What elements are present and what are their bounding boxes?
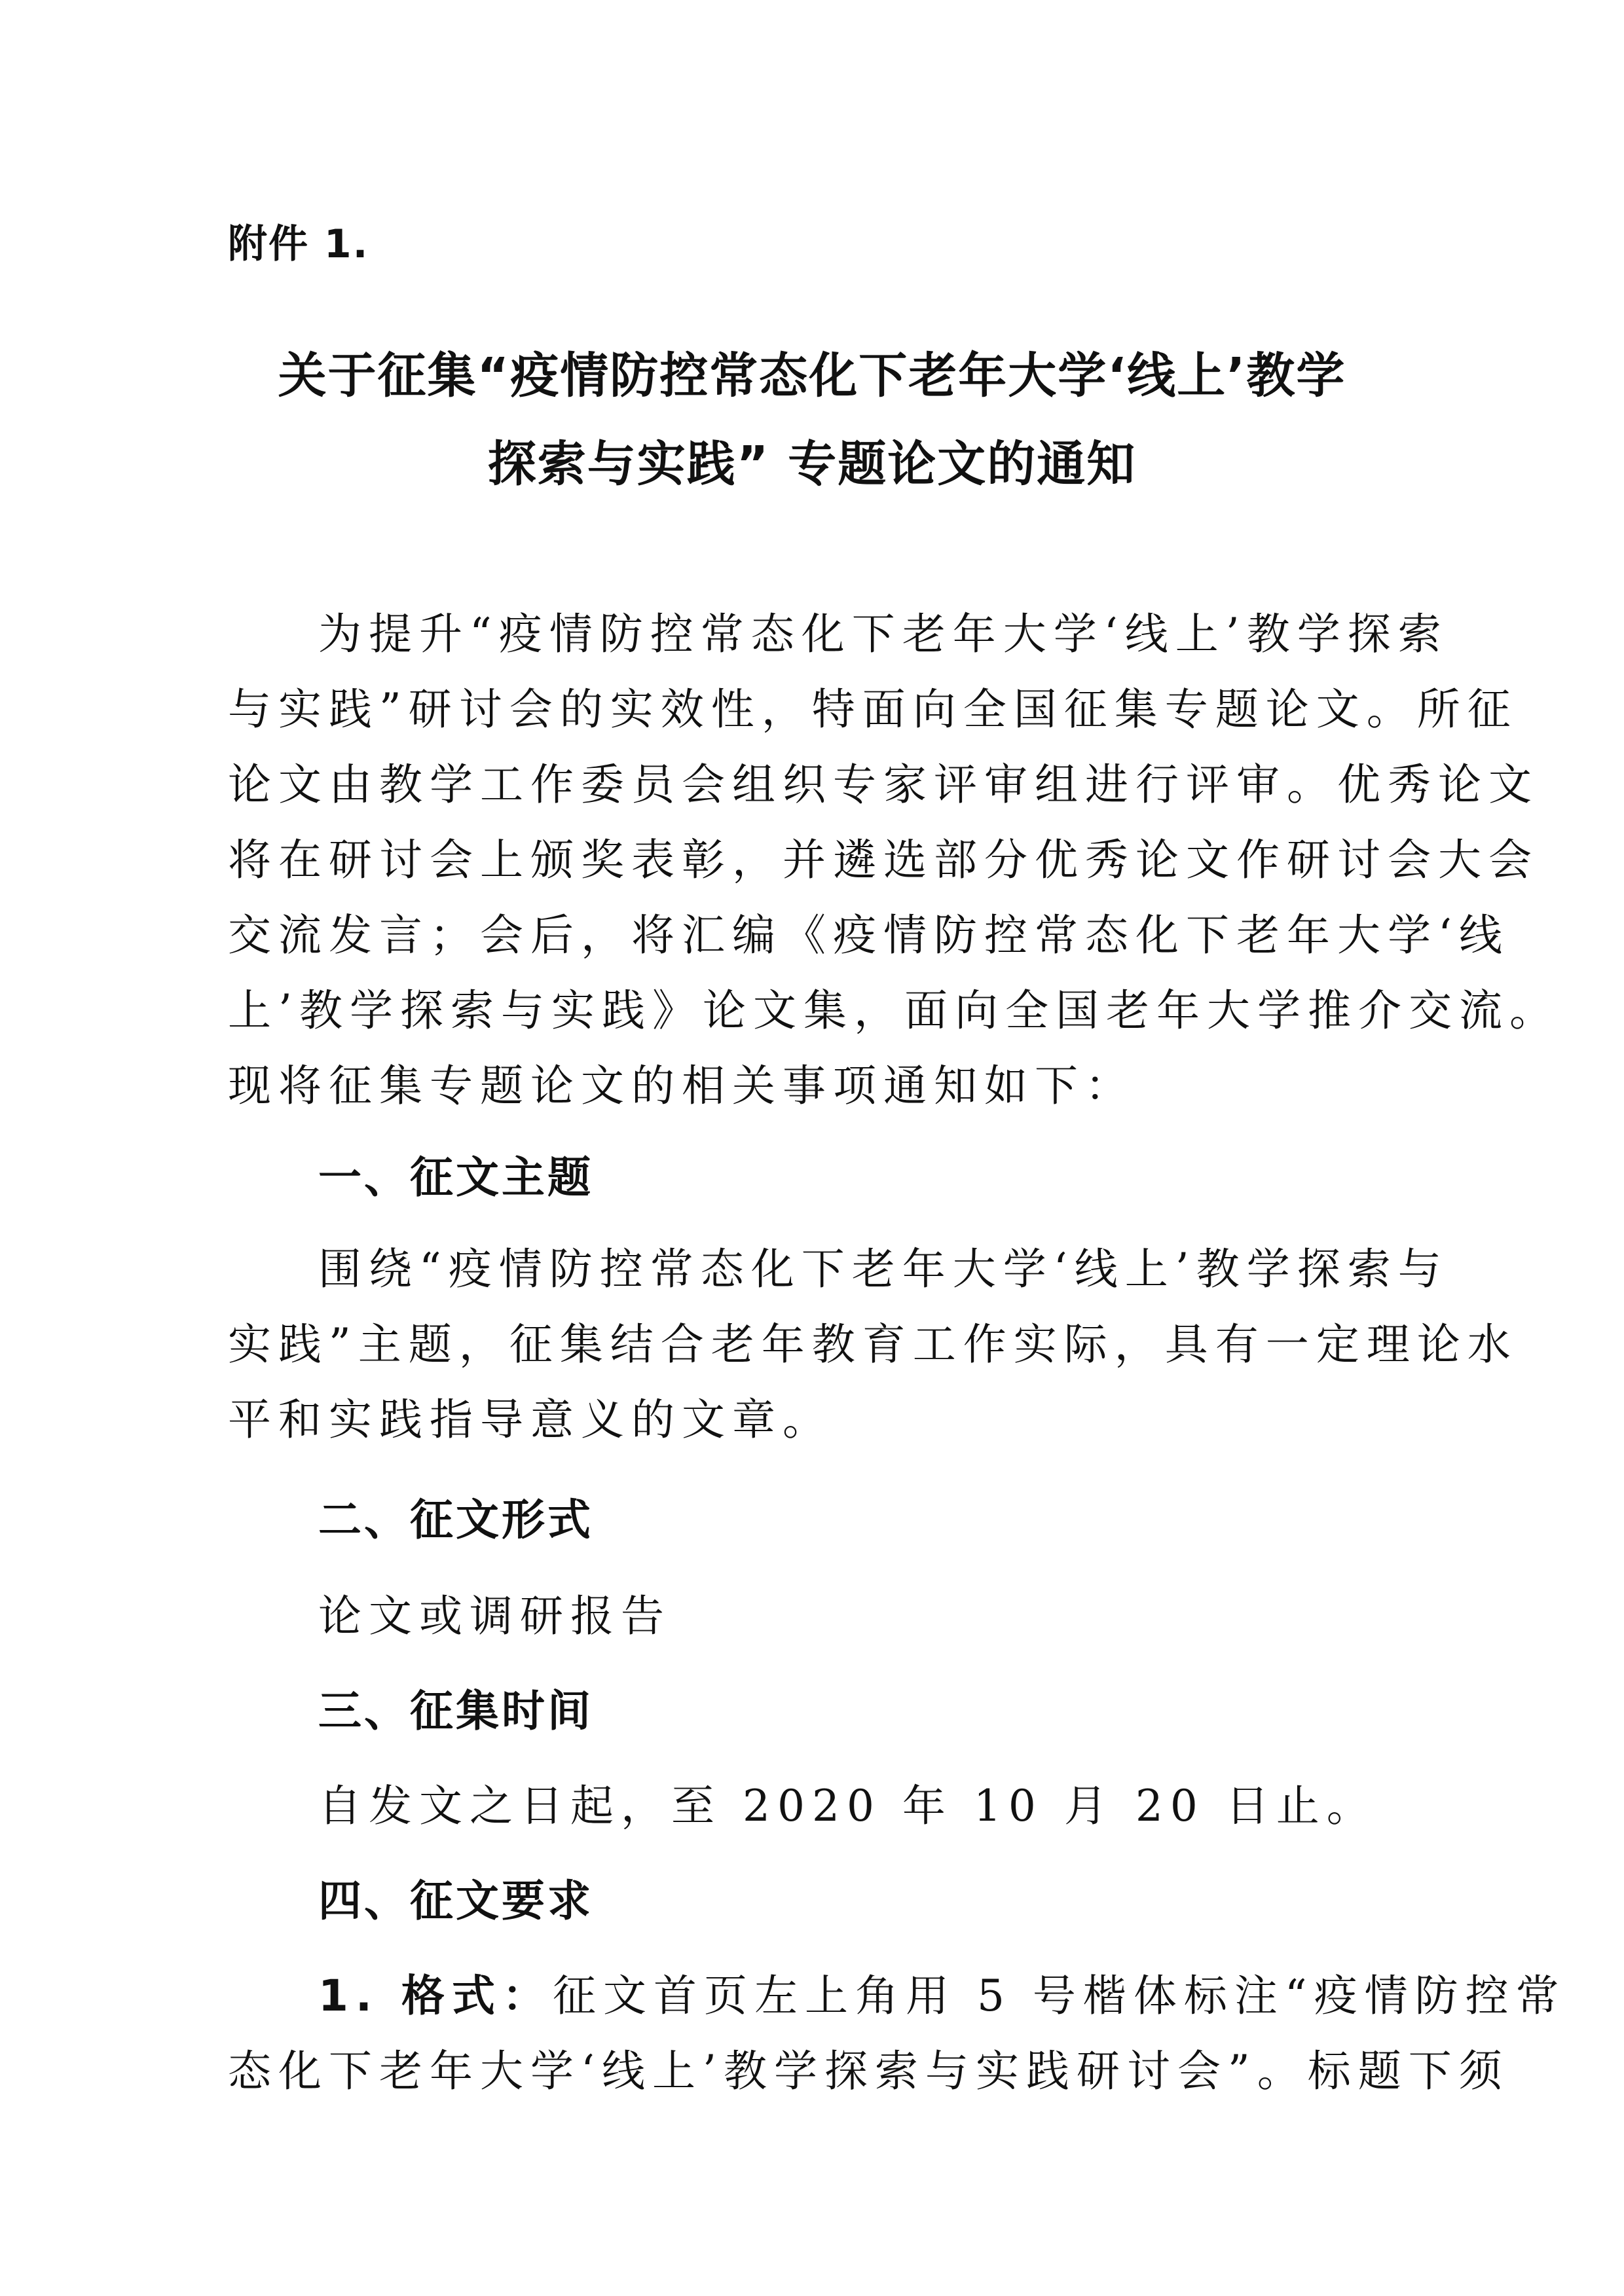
requirement-item-1-continued: 态化下老年大学‘线上’教学探索与实践研讨会”。标题下须 <box>228 2046 1509 2096</box>
intro-line-4: 将在研讨会上颁奖表彰，并遴选部分优秀论文作研讨会大会 <box>228 835 1539 885</box>
theme-line-1: 围绕“疫情防控常态化下老年大学‘线上’教学探索与 <box>318 1244 1449 1294</box>
theme-line-3: 平和实践指导意义的文章。 <box>228 1394 833 1445</box>
requirement-item-1-label: 1. 格式： <box>318 1971 553 2021</box>
section-heading-time: 三、征集时间 <box>318 1686 593 1736</box>
section-heading-requirements: 四、征文要求 <box>318 1876 593 1926</box>
theme-line-2: 实践”主题，征集结合老年教育工作实际，具有一定理论水 <box>228 1319 1518 1370</box>
intro-line-1: 为提升“疫情防控常态化下老年大学‘线上’教学探索 <box>318 609 1449 659</box>
intro-line-7: 现将征集专题论文的相关事项通知如下： <box>228 1061 1135 1111</box>
time-line-1: 自发文之日起，至 2020 年 10 月 20 日止。 <box>318 1781 1377 1831</box>
intro-line-3: 论文由教学工作委员会组织专家评审组进行评审。优秀论文 <box>228 759 1539 810</box>
requirement-item-1-text: 征文首页左上角用 5 号楷体标注“疫情防控常 <box>552 1971 1566 2021</box>
requirement-item-1 <box>318 1961 1566 2023</box>
intro-line-6: 上’教学探索与实践》论文集，面向全国老年大学推介交流。 <box>228 985 1560 1036</box>
intro-line-2: 与实践”研讨会的实效性，特面向全国征集专题论文。所征 <box>228 684 1518 735</box>
section-heading-theme: 一、征文主题 <box>318 1152 593 1203</box>
attachment-label: 附件 1. <box>228 221 369 267</box>
form-line-1: 论文或调研报告 <box>318 1591 671 1641</box>
document-title-line-2: 探索与实践” 专题论文的通知 <box>487 436 1137 492</box>
document-title-line-1: 关于征集“疫情防控常态化下老年大学‘线上’教学 <box>278 348 1346 404</box>
section-heading-form: 二、征文形式 <box>318 1495 593 1545</box>
intro-line-5: 交流发言；会后，将汇编《疫情防控常态化下老年大学‘线 <box>228 910 1509 960</box>
